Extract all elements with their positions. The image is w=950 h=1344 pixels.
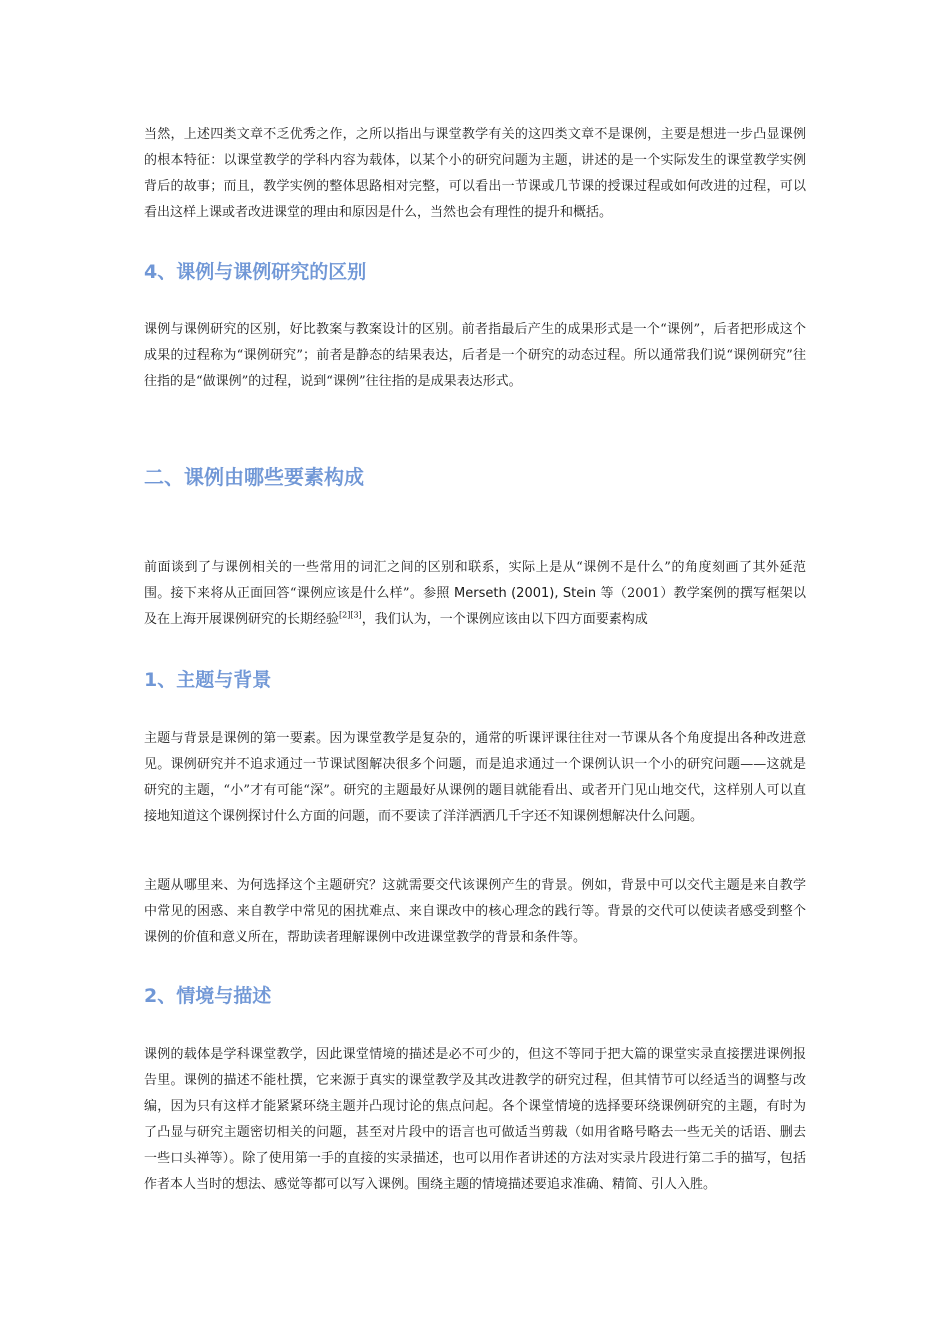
- heading-4-difference: 4、课例与课例研究的区别: [144, 261, 367, 283]
- paragraph-section-2-text-c: 等（2001）教学案例的撰写框架以及在上海开展课例研究的长期经验: [144, 586, 806, 627]
- paragraph-theme-1: 主题与背景是课例的第一要素。因为课堂教学是复杂的，通常的听课评课往往对一节课从各个角度提出各种改进意见。课例研究并不追求通过一节课试图解决很多个问题，而是追求通过一个课例认识一个小的研究问题——这就是研究的主题，“小”才有可能“深”。研究的主题最好从课例的题目就能看出、或者开门见山地交代，这样别人可以直接地知道这个课例探讨什么方面的问题，而不要读了洋洋洒洒几千字还不知课例想解决什么问题。: [144, 731, 806, 824]
- paragraph-intro: 当然，上述四类文章不乏优秀之作，之所以指出与课堂教学有关的这四类文章不是课例，主要是想进一步凸显课例的根本特征：以课堂教学的学科内容为载体，以某个小的研究问题为主题，讲述的是一个实际发生的课堂教学实例背后的故事；而且，教学实例的整体思路相对完整，可以看出一节课或几节课的授课过程或如何改进的过程，可以看出这样上课或者改进课堂的理由和原因是什么，当然也会有理性的提升和概括。: [144, 127, 806, 220]
- heading-1-theme: 1、主题与背景: [144, 669, 272, 691]
- paragraph-section-2-text-d: ，我们认为，一个课例应该由以下四方面要素构成: [361, 612, 648, 627]
- paragraph-situation: 课例的载体是学科课堂教学，因此课堂情境的描述是必不可少的，但这不等同于把大篇的课堂实录直接摆进课例报告里。课例的描述不能杜撰，它来源于真实的课堂教学及其改进教学的研究过程，但其情节可以经适当的调整与改编，因为只有这样才能紧紧环绕主题并凸现讨论的焦点问起。各个课堂情境的选择要环绕课例研究的主题，有时为了凸显与研究主题密切相关的问题，甚至对片段中的语言也可做适当剪裁（如用省略号略去一些无关的话语、删去一些口头禅等）。除了使用第一手的直接的实录描述，也可以用作者讲述的方法对实录片段进行第二手的描写，包括作者本人当时的想法、感觉等都可以写入课例。围绕主题的情境描述要追求准确、精简、引人入胜。: [144, 1047, 806, 1192]
- heading-section-2: 二、课例由哪些要素构成: [144, 465, 364, 489]
- heading-2-situation: 2、情境与描述: [144, 985, 272, 1007]
- citation-marker: [2][3]: [339, 610, 362, 620]
- paragraph-theme-2: 主题从哪里来、为何选择这个主题研究？这就需要交代该课例产生的背景。例如，背景中可以交代主题是来自教学中常见的困惑、来自教学中常见的困扰难点、来自课改中的核心理念的践行等。背景的交代可以使读者感受到整个课例的价值和意义所在，帮助读者理解课例中改进课堂教学的背景和条件等。: [144, 878, 806, 945]
- paragraph-section-2-text-a: 前面谈到了与课例相关的一些常用的词汇之间的区别和联系，实际上是从“课例不是什么”的角度刻画了其外延范围。接下来将从正面回答“课例应该是什么样”。参照: [144, 560, 806, 601]
- paragraph-difference: 课例与课例研究的区别，好比教案与教案设计的区别。前者指最后产生的成果形式是一个“课例”，后者把形成这个成果的过程称为“课例研究”；前者是静态的结果表达，后者是一个研究的动态过程。所以通常我们说“课例研究”往往指的是“做课例”的过程，说到“课例”往往指的是成果表达形式。: [144, 322, 806, 389]
- paragraph-section-2: [144, 555, 806, 633]
- paragraph-section-2-authors: Merseth (2001), Stein: [449, 586, 601, 601]
